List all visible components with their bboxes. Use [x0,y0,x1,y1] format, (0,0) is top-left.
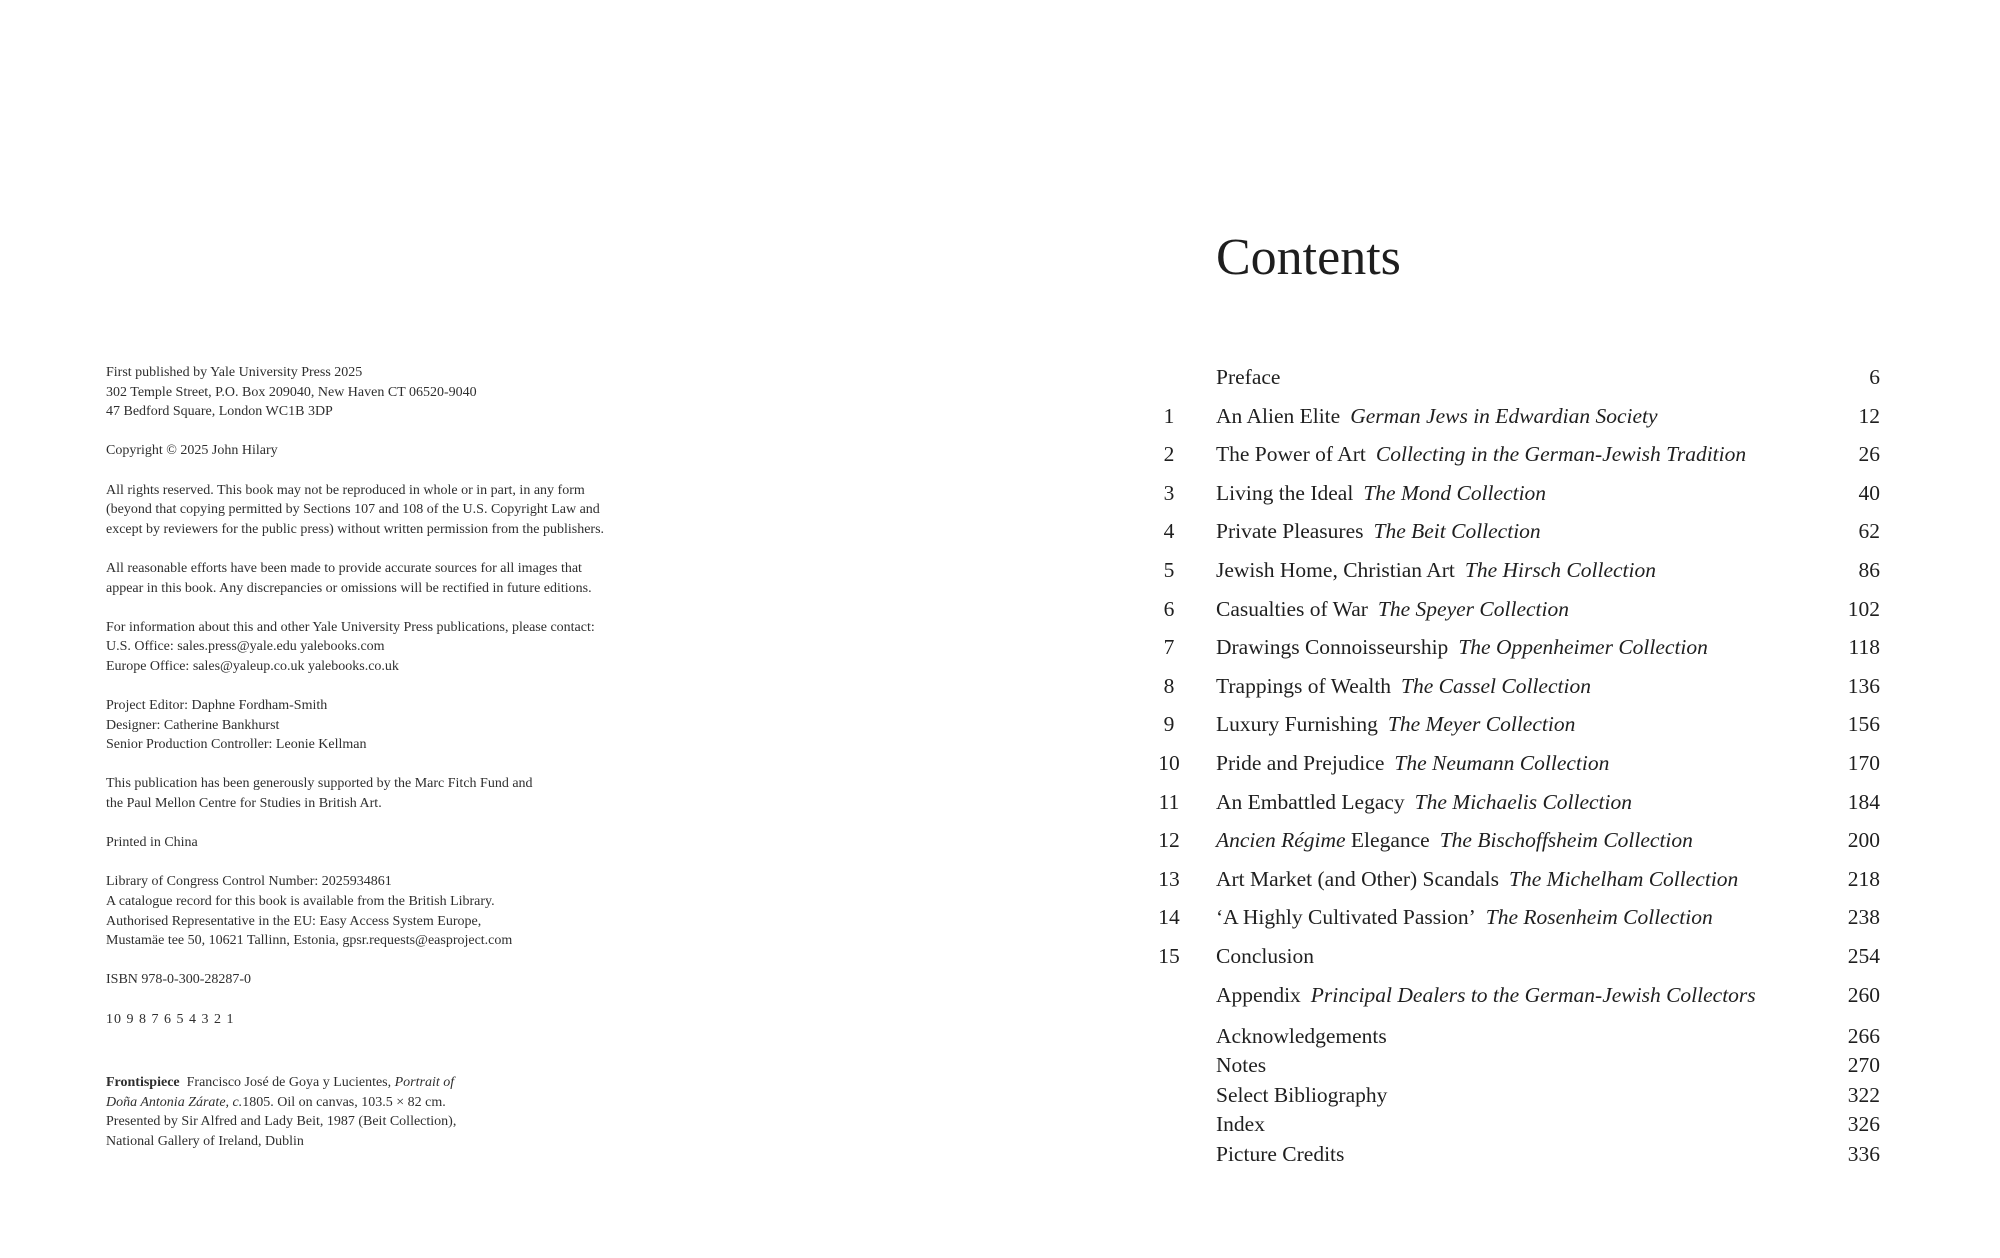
entry-title [1216,628,1708,667]
page-number: 270 [1847,1053,1880,1078]
entry-title [1216,512,1541,551]
page-number: 254 [1847,943,1880,968]
entry-subtitle: German Jews in Edwardian Society [1350,403,1658,428]
entry-title-text: Appendix [1216,982,1301,1007]
entry-title [1216,397,1658,436]
entry-subtitle: The Michelham Collection [1509,866,1739,891]
toc-back-matter-entry[interactable] [1150,1022,1880,1051]
page-number: 326 [1847,1112,1880,1137]
imprint-line: Library of Congress Control Number: 2025934861 [106,874,392,890]
entry-title-text: Art Market (and Other) Scandals [1216,866,1499,891]
imprint-contact [106,618,726,677]
toc-entry[interactable] [1150,435,1880,474]
toc-back-matter-entry[interactable] [1150,1140,1880,1169]
imprint-line: All rights reserved. This book may not be reproduced in whole or in part, in any form [106,482,585,498]
entry-title: Select Bibliography [1216,1082,1388,1107]
entry-title [1216,358,1280,397]
imprint-line: Copyright © 2025 John Hilary [106,443,278,459]
frontispiece-title: Portrait of [394,1075,455,1090]
page-number: 62 [1858,519,1880,544]
toc-entry[interactable] [1150,590,1880,629]
entry-title-text: Preface [1216,365,1281,389]
chapter-number: 3 [1163,480,1175,505]
imprint-isbn [106,970,726,990]
entry-title-text: Private Pleasures [1216,519,1364,544]
entry-title-text: Living the Ideal [1216,480,1354,505]
chapter-number: 9 [1163,712,1175,737]
imprint-credits [106,696,726,755]
toc-spacer [1150,1014,1880,1022]
entry-subtitle: The Beit Collection [1373,519,1541,544]
toc-entry[interactable] [1150,397,1880,436]
imprint-line: ISBN 978-0-300-28287-0 [106,972,252,988]
imprint-library [106,872,726,950]
frontispiece-label: Frontispiece [106,1075,180,1090]
entry-title: Index [1216,1112,1265,1137]
imprint-copyright [106,441,726,461]
entry-subtitle: Principal Dealers to the German-Jewish Collectors [1310,982,1756,1007]
toc-entry[interactable] [1150,551,1880,590]
imprint-line: Designer: Catherine Bankhurst [106,717,280,733]
entry-title-text: An Embattled Legacy [1216,789,1405,814]
page-number: 322 [1847,1082,1880,1107]
imprint-line: All reasonable efforts have been made to provide accurate sources for all images that [106,560,582,576]
page-number: 26 [1858,442,1880,467]
imprint-support [106,774,726,813]
imprint-line: U.S. Office: sales.press@yale.edu yalebooks.com [106,639,385,655]
entry-title [1216,976,1756,1015]
toc-entry[interactable] [1150,474,1880,513]
page-number: 118 [1848,635,1880,660]
entry-title-text: Jewish Home, Christian Art [1216,557,1455,582]
entry-subtitle: The Hirsch Collection [1464,557,1656,582]
entry-title-text: Drawings Connoisseurship [1216,635,1449,660]
entry-title [1216,898,1713,937]
chapter-number: 8 [1163,673,1175,698]
toc-back-matter-entry[interactable] [1150,1081,1880,1110]
frontispiece-line: National Gallery of Ireland, Dublin [106,1133,304,1149]
page-number: 336 [1847,1141,1880,1166]
entry-title [1216,705,1575,744]
frontispiece-artist: Francisco José de Goya y Lucientes, [186,1075,392,1090]
entry-subtitle: The Michaelis Collection [1414,789,1633,814]
entry-title [1216,821,1693,860]
page-number: 184 [1847,789,1880,814]
imprint-printed [106,833,726,853]
imprint-rights [106,481,726,540]
imprint-line: 47 Bedford Square, London WC1B 3DP [106,404,333,420]
toc-entry[interactable] [1150,744,1880,783]
chapter-number: 11 [1158,789,1180,814]
toc-entry[interactable] [1150,976,1880,1015]
page-number: 200 [1847,828,1880,853]
page-number: 86 [1858,557,1880,582]
imprint-line: Project Editor: Daphne Fordham-Smith [106,698,328,714]
imprint-line: except by reviewers for the public press) without written permission from the publishers. [106,521,605,537]
entry-title-text: ‘A Highly Cultivated Passion’ [1216,905,1476,930]
entry-title [1216,860,1738,899]
entry-subtitle: The Oppenheimer Collection [1458,635,1708,660]
frontispiece-title-cont: Doña Antonia Zárate, c. [106,1094,243,1110]
entry-title [1216,667,1591,706]
toc-entry[interactable] [1150,358,1880,397]
toc-entry[interactable] [1150,898,1880,937]
chapter-number: 12 [1158,828,1180,853]
entry-title-text: Luxury Furnishing [1216,712,1378,737]
chapter-number: 14 [1158,905,1180,930]
toc-entry[interactable] [1150,821,1880,860]
page-number: 156 [1847,712,1880,737]
entry-title-text: Elegance [1350,828,1430,853]
entry-subtitle: The Cassel Collection [1401,673,1591,698]
chapter-number: 4 [1163,519,1175,544]
copyright-imprint [106,363,726,1049]
imprint-line: A catalogue record for this book is available from the British Library. [106,894,495,910]
entry-subtitle: The Rosenheim Collection [1485,905,1713,930]
toc-entry[interactable] [1150,783,1880,822]
entry-title-italic: Ancien Régime [1216,828,1346,853]
toc-entry[interactable] [1150,860,1880,899]
toc-entry[interactable] [1150,937,1880,976]
chapter-number: 1 [1163,403,1175,428]
entry-title: Acknowledgements [1216,1024,1387,1049]
entry-subtitle: Collecting in the German-Jewish Tradition [1375,442,1747,467]
toc-entry[interactable] [1150,512,1880,551]
chapter-number: 15 [1158,943,1180,968]
imprint-line: Printed in China [106,835,198,851]
entry-title: Notes [1216,1053,1267,1078]
page-number: 170 [1847,750,1880,775]
page-number: 136 [1847,673,1880,698]
imprint-printing-line [106,1010,726,1030]
imprint-line: the Paul Mellon Centre for Studies in British Art. [106,796,382,812]
entry-title: Picture Credits [1216,1141,1345,1166]
entry-subtitle: The Neumann Collection [1394,750,1610,775]
right-page [1000,0,2000,1258]
imprint-line: 302 Temple Street, P.O. Box 209040, New Haven CT 06520-9040 [106,384,477,400]
frontispiece-medium: 1805. Oil on canvas, 103.5 × 82 cm. [242,1094,446,1110]
page-number: 218 [1847,866,1880,891]
table-of-contents [1150,358,1880,1169]
entry-title [1216,590,1569,629]
contents-heading: Contents [1216,229,1401,286]
imprint-line: Senior Production Controller: Leonie Kellman [106,737,367,753]
entry-title-text: The Power of Art [1216,442,1366,467]
page-number: 6 [1869,365,1880,389]
entry-title [1216,474,1546,513]
frontispiece-line [106,1093,526,1113]
page-number: 260 [1847,982,1880,1007]
entry-subtitle: The Meyer Collection [1387,712,1576,737]
entry-subtitle: The Bischoffsheim Collection [1439,828,1693,853]
entry-title [1216,937,1314,976]
frontispiece-caption [106,1073,526,1151]
entry-title [1216,744,1609,783]
imprint-line: For information about this and other Yale University Press publications, please contact: [106,619,595,635]
entry-subtitle: The Mond Collection [1363,480,1547,505]
imprint-line: Authorised Representative in the EU: Easy Access System Europe, [106,913,482,929]
imprint-line: (beyond that copying permitted by Sections 107 and 108 of the U.S. Copyright Law and [106,502,600,518]
toc-entry[interactable] [1150,667,1880,706]
entry-title-text: Trappings of Wealth [1216,673,1392,698]
entry-subtitle: The Speyer Collection [1377,596,1569,621]
entry-title-text: An Alien Elite [1216,403,1341,428]
entry-title [1216,551,1656,590]
imprint-publisher [106,363,726,422]
toc-back-matter-entry[interactable] [1150,1110,1880,1139]
frontispiece-line [106,1073,526,1093]
entry-title [1216,783,1632,822]
chapter-number: 2 [1163,442,1175,467]
toc-entry[interactable] [1150,628,1880,667]
page-number: 238 [1847,905,1880,930]
imprint-line: Mustamäe tee 50, 10621 Tallinn, Estonia, gpsr.requests@easproject.com [106,933,513,949]
page-number: 266 [1847,1024,1880,1049]
imprint-line: First published by Yale University Press 2025 [106,365,363,380]
toc-back-matter-entry[interactable] [1150,1051,1880,1080]
imprint-line: appear in this book. Any discrepancies or omissions will be rectified in future editions. [106,580,592,596]
page-number: 40 [1858,480,1880,505]
entry-title-text: Conclusion [1216,943,1314,968]
page-number: 102 [1847,596,1880,621]
imprint-sources [106,559,726,598]
toc-entry[interactable] [1150,705,1880,744]
chapter-number: 13 [1158,866,1180,891]
entry-title-text: Pride and Prejudice [1216,750,1385,775]
imprint-line: This publication has been generously supported by the Marc Fitch Fund and [106,776,533,792]
chapter-number: 6 [1163,596,1175,621]
entry-title-text: Casualties of War [1216,596,1368,621]
frontispiece-line: Presented by Sir Alfred and Lady Beit, 1987 (Beit Collection), [106,1114,457,1130]
entry-title [1216,435,1746,474]
chapter-number: 10 [1158,750,1180,775]
imprint-line: 10 9 8 7 6 5 4 3 2 1 [106,1011,235,1027]
page-number: 12 [1858,403,1880,428]
chapter-number: 7 [1163,635,1175,660]
imprint-line: Europe Office: sales@yaleup.co.uk yalebooks.co.uk [106,658,399,674]
chapter-number: 5 [1163,557,1175,582]
